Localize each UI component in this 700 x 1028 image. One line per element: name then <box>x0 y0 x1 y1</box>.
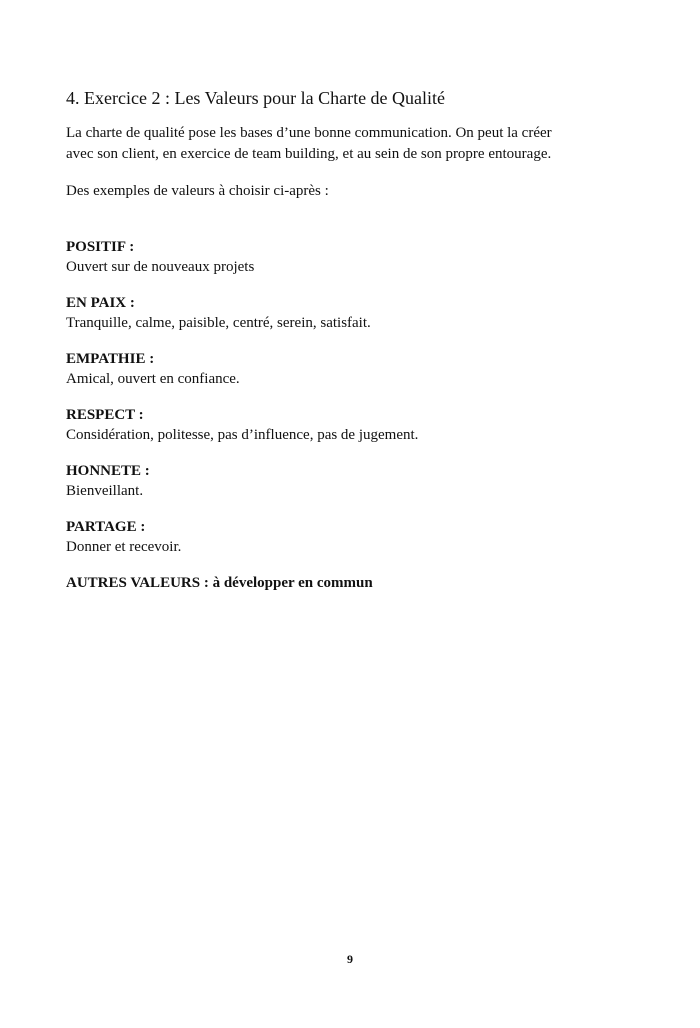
value-title: PARTAGE : <box>66 519 146 535</box>
value-item-partage <box>66 517 646 558</box>
value-description: Considération, politesse, pas d’influence, pas de jugement. <box>66 427 419 443</box>
value-item-en-paix <box>66 293 646 334</box>
value-description: Tranquille, calme, paisible, centré, serein, satisfait. <box>66 315 371 331</box>
value-title: HONNETE : <box>66 463 150 479</box>
value-item-empathie <box>66 349 646 390</box>
intro-line-2: avec son client, en exercice de team building, et au sein de son propre entourage. <box>66 146 552 162</box>
value-title: RESPECT : <box>66 407 144 423</box>
intro-line-1: La charte de qualité pose les bases d’une bonne communication. On peut la créer <box>66 125 552 141</box>
value-item-respect <box>66 405 646 446</box>
examples-intro: Des exemples de valeurs à choisir ci-après : <box>66 183 329 199</box>
intro-paragraph <box>66 123 646 165</box>
value-item-honnete <box>66 461 646 502</box>
other-values-note: AUTRES VALEURS : à développer en commun <box>66 575 373 591</box>
value-description: Donner et recevoir. <box>66 539 182 555</box>
value-item-positif <box>66 237 646 278</box>
page-number: 9 <box>347 952 353 966</box>
section-heading: 4. Exercice 2 : Les Valeurs pour la Charte de Qualité <box>66 88 446 108</box>
value-description: Bienveillant. <box>66 483 144 499</box>
value-title: EN PAIX : <box>66 295 135 311</box>
value-description: Amical, ouvert en confiance. <box>66 371 240 387</box>
value-description: Ouvert sur de nouveaux projets <box>66 259 255 275</box>
value-title: EMPATHIE : <box>66 351 155 367</box>
values-list <box>66 237 646 593</box>
value-title: POSITIF : <box>66 239 135 255</box>
